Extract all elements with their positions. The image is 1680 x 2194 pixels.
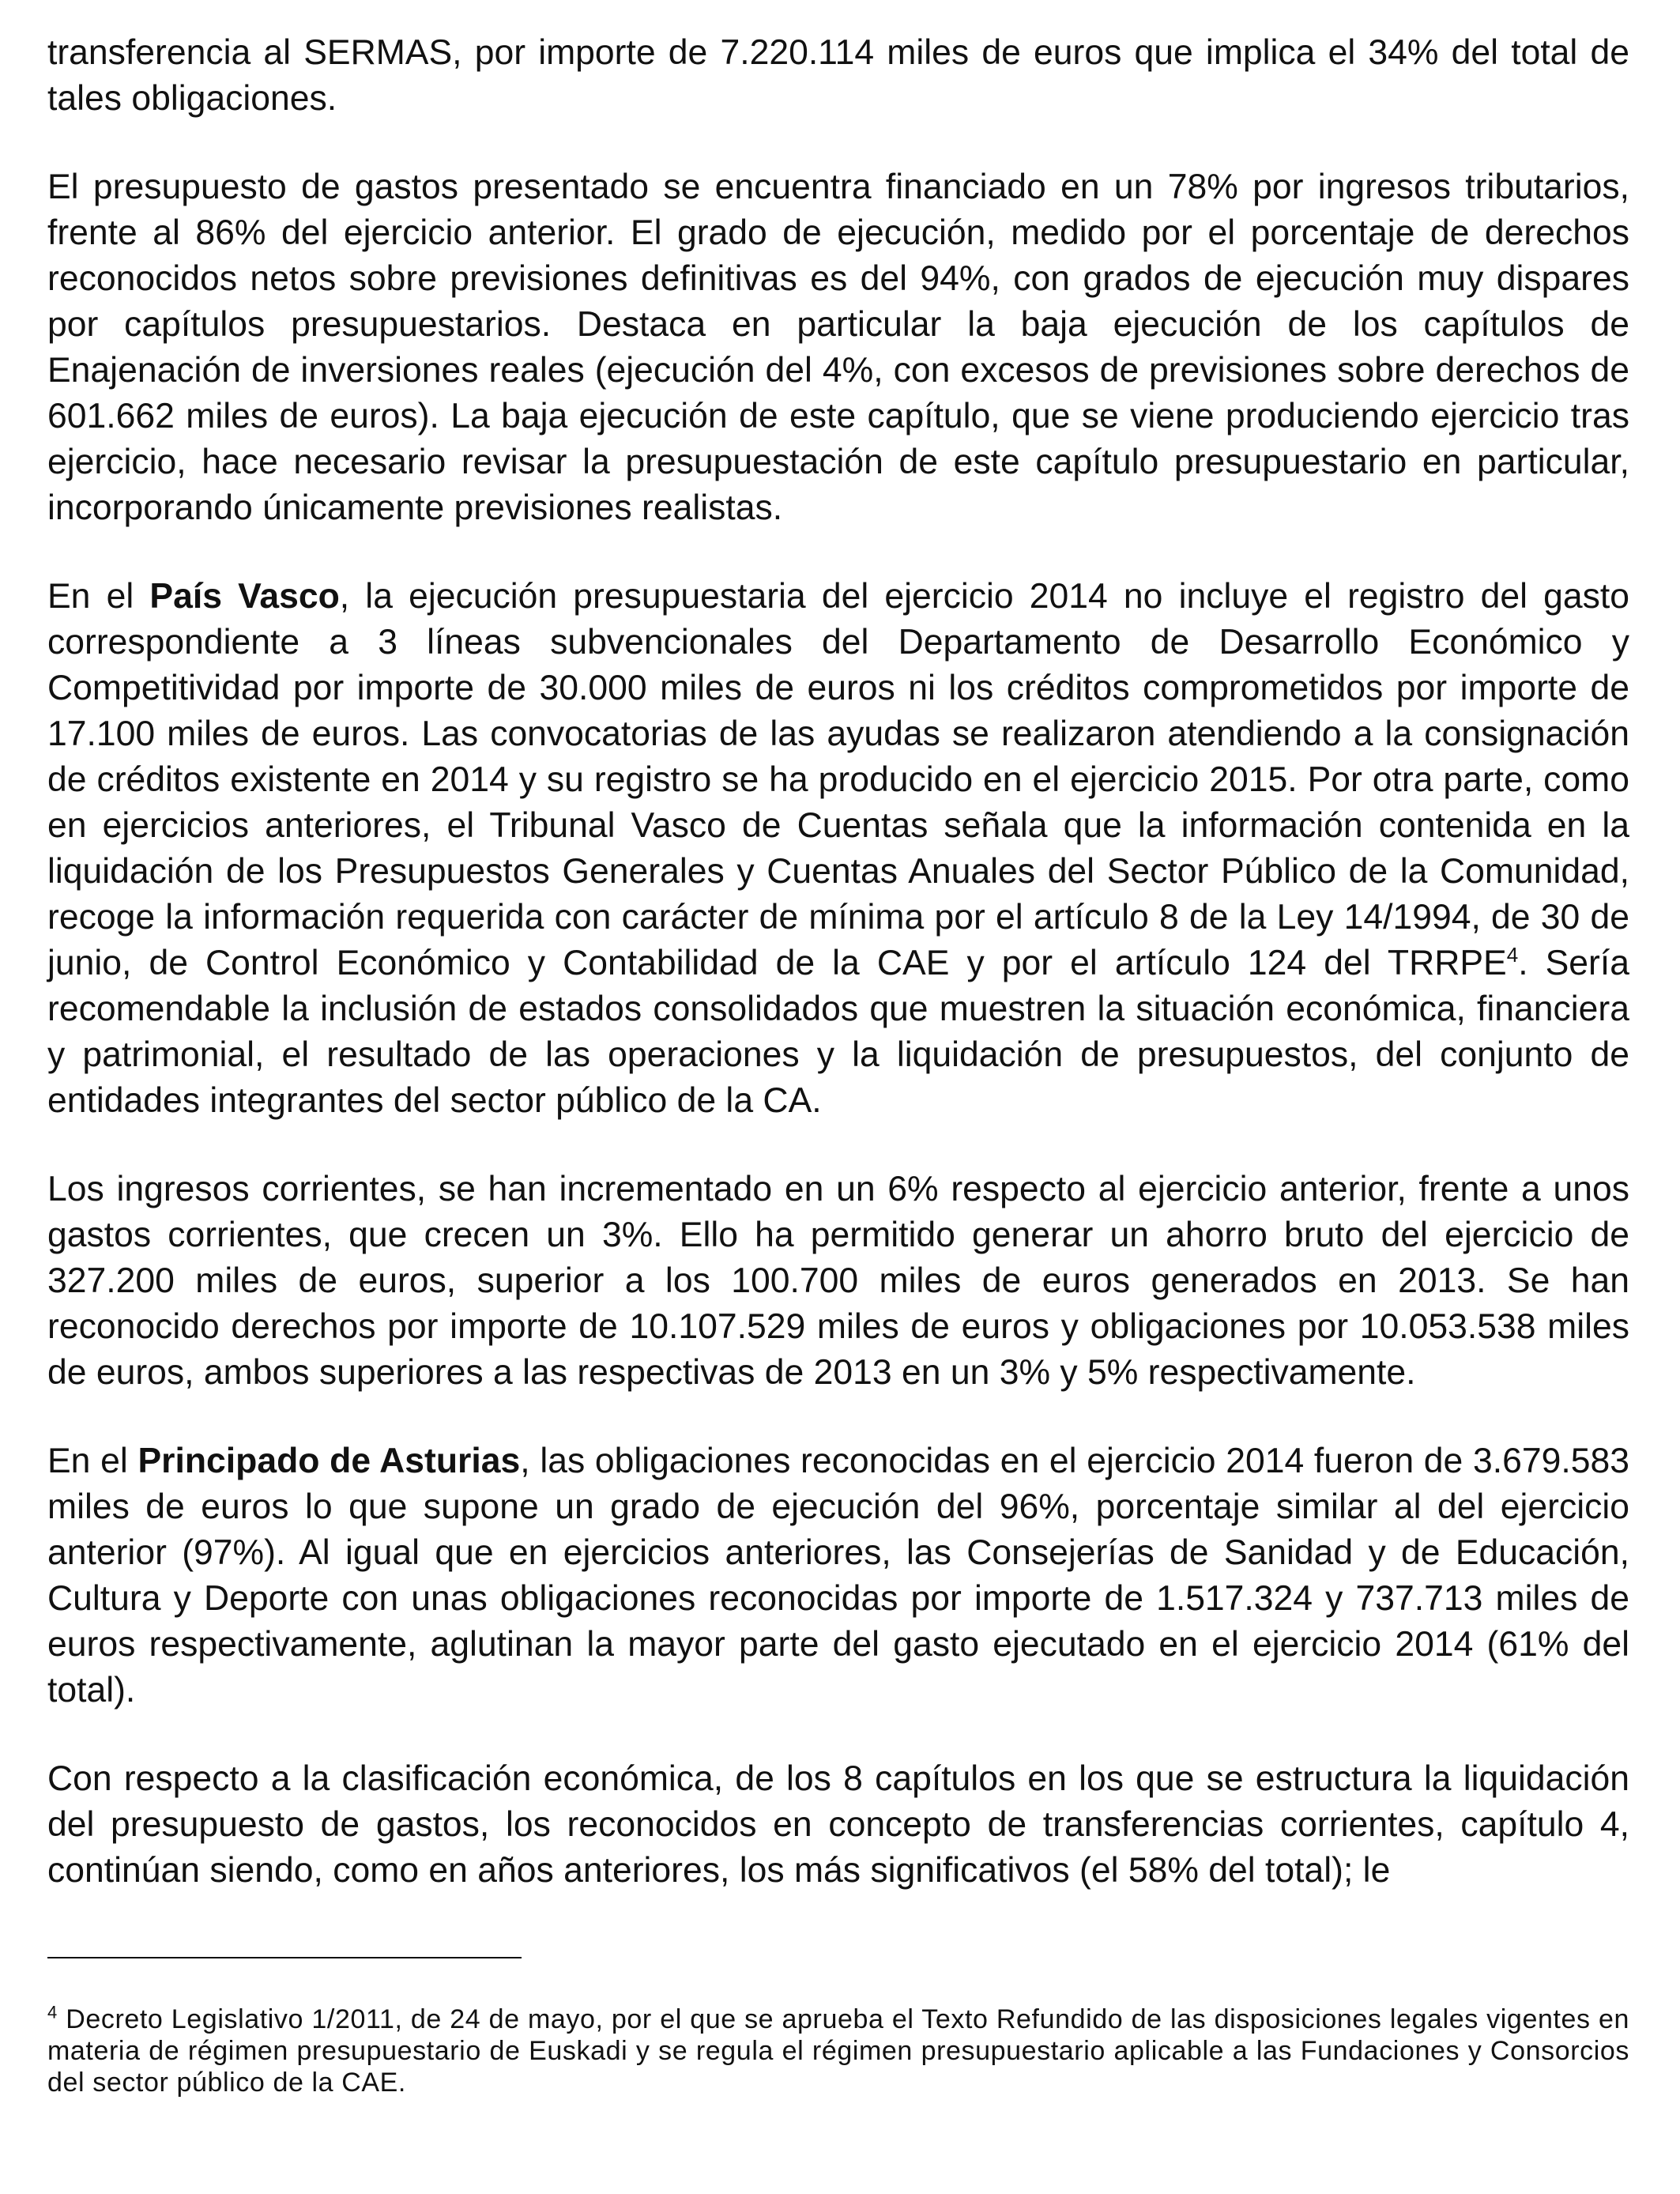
- paragraph-current-income: Los ingresos corrientes, se han incrementado en un 6% respecto al ejercicio anterior, frente a unos gastos corrientes, que crecen un 3%. Ello ha permitido generar un ahorro bruto del ejercicio de 327.200 miles de euros, superior a los 100.700 miles de euros generados en 2013. Se han reconocido derechos por importe de 10.107.529 miles de euros y obligaciones por 10.053.538 miles de euros, ambos superiores a las respectivas de 2013 en un 3% y 5% respectivamente.: [47, 1170, 1629, 1392]
- region-name-pais-vasco: País Vasco: [149, 577, 340, 616]
- footnote-marker: 4: [47, 2002, 58, 2022]
- paragraph-asturias: [47, 1438, 1629, 1713]
- document-body: [47, 30, 1629, 1936]
- paragraph-text: , las obligaciones reconocidas en el ejercicio 2014 fueron de 3.679.583 miles de euros lo que supone un grado de ejecución del 96%, porcentaje similar al del ejercicio anterior (97%). Al igual que en ejercicios anteriores, las Consejerías de Sanidad y de Educación, Cultura y Deporte con unas obligaciones reconocidas por importe de 1.517.324 y 737.713 miles de euros respectivamente, aglutinan la mayor parte del gasto ejecutado en el ejercicio 2014 (61% del total).: [47, 1442, 1629, 1710]
- footnote-text: Decreto Legislativo 1/2011, de 24 de mayo, por el que se aprueba el Texto Refundido de las disposiciones legales vigentes en materia de régimen presupuestario de Euskadi y se regula el régimen presupuestario aplicable a las Fundaciones y Consorcios del sector público de la CAE.: [47, 2004, 1629, 2098]
- paragraph-text: En el: [47, 1442, 138, 1480]
- footnote: [47, 2004, 1629, 2098]
- paragraph-sermas-transfer: transferencia al SERMAS, por importe de 7.220.114 miles de euros que implica el 34% del total de tales obligaciones.: [47, 33, 1629, 118]
- paragraph-text: , la ejecución presupuestaria del ejercicio 2014 no incluye el registro del gasto correspondiente a 3 líneas subvencionales del Departamento de Desarrollo Económico y Competitividad por importe de 30.000 miles de euros ni los créditos comprometidos por importe de 17.100 miles de euros. Las convocatorias de las ayudas se realizaron atendiendo a la consignación de créditos existente en 2014 y su registro se ha producido en el ejercicio 2015. Por otra parte, como en ejercicios anteriores, el Tribunal Vasco de Cuentas señala que la información contenida en la liquidación de los Presupuestos Generales y Cuentas Anuales del Sector Público de la Comunidad, recoge la información requerida con carácter de mínima por el artículo 8 de la Ley 14/1994, de 30 de junio, de Control Económico y Contabilidad de la CAE y por el artículo 124 del TRRPE: [47, 577, 1630, 982]
- paragraph-pais-vasco: [47, 574, 1629, 1124]
- region-name-asturias: Principado de Asturias: [137, 1442, 521, 1480]
- paragraph-economic-classification: Con respecto a la clasificación económica, de los 8 capítulos en los que se estructura la liquidación del presupuesto de gastos, los reconocidos en concepto de transferencias corrientes, capítulo 4, continúan siendo, como en años anteriores, los más significativos (el 58% del total); le: [47, 1759, 1629, 1890]
- paragraph-budget-financing: El presupuesto de gastos presentado se encuentra financiado en un 78% por ingresos tributarios, frente al 86% del ejercicio anterior. El grado de ejecución, medido por el porcentaje de derechos reconocidos netos sobre previsiones definitivas es del 94%, con grados de ejecución muy dispares por capítulos presupuestarios. Destaca en particular la baja ejecución de los capítulos de Enajenación de inversiones reales (ejecución del 4%, con excesos de previsiones sobre derechos de 601.662 miles de euros). La baja ejecución de este capítulo, que se viene produciendo ejercicio tras ejercicio, hace necesario revisar la presupuestación de este capítulo presupuestario en particular, incorporando únicamente previsiones realistas.: [47, 168, 1629, 527]
- paragraph-text: . Sería recomendable la inclusión de estados consolidados que muestren la situación económica, financiera y patrimonial, el resultado de las operaciones y la liquidación de presupuestos, del conjunto de entidades integrantes del sector público de la CA.: [47, 944, 1629, 1120]
- footnote-separator: [47, 1957, 522, 1958]
- paragraph-text: En el: [47, 577, 150, 616]
- footnote-reference[interactable]: 4: [1506, 943, 1519, 967]
